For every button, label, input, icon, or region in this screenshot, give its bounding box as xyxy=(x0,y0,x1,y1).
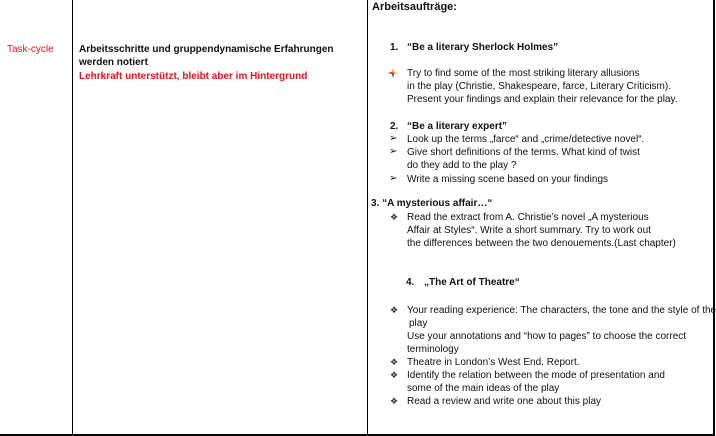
phase-label: Task-cycle xyxy=(7,44,54,55)
task2-number: 2. xyxy=(390,121,399,132)
description-line-2: werden notiert xyxy=(79,57,148,68)
diamond-bullet-icon: ❖ xyxy=(390,212,399,222)
task3-title: 3. “A mysterious affair…“ xyxy=(371,198,493,209)
task4-number: 4. xyxy=(406,277,415,288)
task1-number: 1. xyxy=(390,42,399,53)
task1-line-1: Try to find some of the most striking literary allusions xyxy=(407,68,640,79)
task2-title: “Be a literary expert” xyxy=(407,121,508,132)
arrow-bullet-icon: ➢ xyxy=(389,146,398,157)
diamond-bullet-icon: ❖ xyxy=(390,370,399,380)
task3-line-3: the differences between the two denouements.(Last chapter) xyxy=(407,238,676,249)
task1-line-3: Present your findings and explain their relevance for the play. xyxy=(407,94,678,105)
task2-item-3: do they add to the play ? xyxy=(407,160,517,171)
task3-line-2: Affair at Styles“. Write a short summary. Try to work out xyxy=(407,225,651,236)
diamond-bullet-icon: ❖ xyxy=(390,396,399,406)
task3-line-1: Read the extract from A. Christie’s novel „A mysterious xyxy=(407,212,649,223)
task4-item-3: Use your annotations and “how to pages” to choose the correct xyxy=(407,331,687,342)
task2-item-4: Write a missing scene based on your findings xyxy=(407,174,609,185)
column-divider-1 xyxy=(72,0,73,434)
task4-item-4: terminology xyxy=(407,344,459,355)
task4-title: „The Art of Theatre“ xyxy=(424,277,520,288)
task4-item-7: some of the main ideas of the play xyxy=(407,383,560,394)
task4-item-2: play xyxy=(409,318,428,329)
task4-item-6: Identify the relation between the mode of presentation and xyxy=(407,370,665,381)
diamond-bullet-icon: ❖ xyxy=(390,357,399,367)
task2-item-2: Give short definitions of the terms. What kind of twist xyxy=(407,147,640,158)
tasks-heading: Arbeitsaufträge: xyxy=(372,1,457,13)
teacher-role-note: Lehrkraft unterstützt, bleibt aber im Hintergrund xyxy=(79,71,308,82)
task4-item-1: Your reading experience: The characters, the tone and the style of the xyxy=(407,305,716,316)
diamond-bullet-icon: ❖ xyxy=(390,305,399,315)
arrow-bullet-icon: ➢ xyxy=(389,173,398,184)
task2-item-1: Look up the terms „farce“ and „crime/detective novel“. xyxy=(407,134,645,145)
description-line-1: Arbeitsschritte und gruppendynamische Erfahrungen xyxy=(79,44,334,55)
task4-item-8: Read a review and write one about this play xyxy=(407,396,602,407)
task4-item-5: Theatre in London’s West End. Report. xyxy=(407,357,580,368)
task1-title: “Be a literary Sherlock Holmes” xyxy=(407,42,559,53)
column-divider-2 xyxy=(367,0,368,434)
arrow-down-icon xyxy=(388,68,398,78)
arrow-bullet-icon: ➢ xyxy=(389,133,398,144)
task1-line-2: in the play (Christie, Shakespeare, farce, Literary Criticism). xyxy=(407,81,671,92)
